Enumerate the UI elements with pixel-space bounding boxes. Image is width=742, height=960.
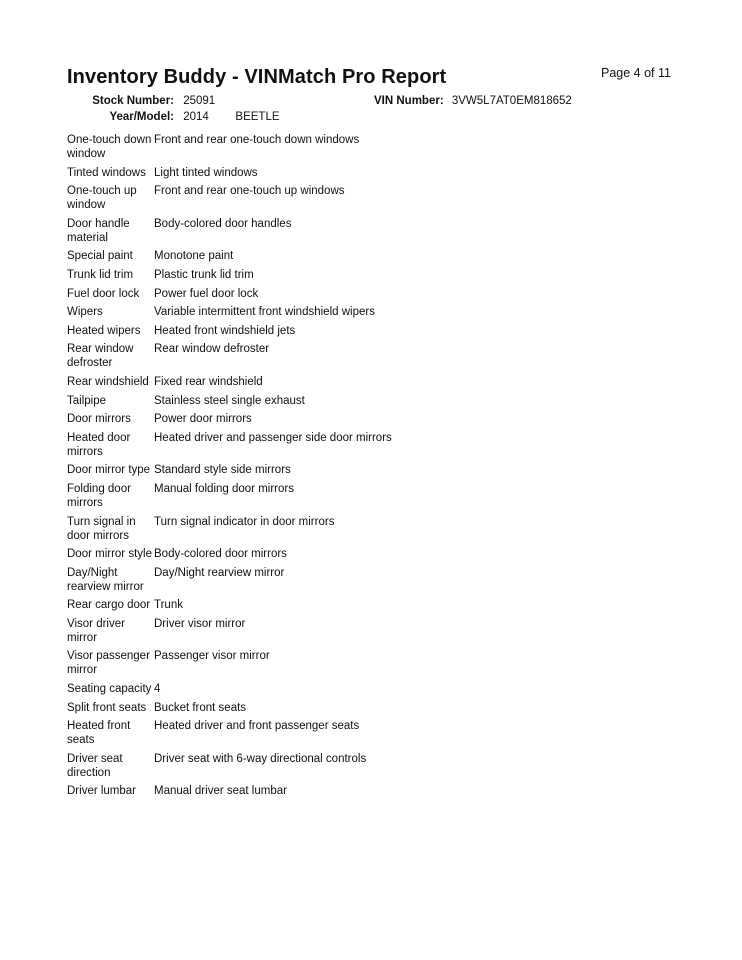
spec-row	[67, 287, 392, 306]
spec-row	[67, 249, 392, 268]
spec-label: Tinted windows	[67, 166, 146, 179]
spec-label: Rear cargo door	[67, 599, 151, 612]
year-model-row	[67, 111, 280, 123]
spec-value: Day/Night rearview mirror	[154, 566, 285, 579]
spec-label: Heated wipers	[67, 324, 141, 337]
spec-value: Front and rear one-touch down windows	[154, 134, 360, 146]
spec-value: Plastic trunk lid trim	[154, 268, 254, 281]
spec-value: Front and rear one-touch up windows	[154, 185, 345, 198]
spec-value: Heated driver and passenger side door mirrors	[154, 431, 392, 444]
spec-value: Stainless steel single exhaust	[154, 394, 305, 407]
spec-row	[67, 463, 392, 482]
spec-label: One-touch down window	[67, 134, 152, 160]
spec-label: Turn signal in door mirrors	[67, 515, 136, 542]
spec-value: Light tinted windows	[154, 166, 258, 179]
spec-row	[67, 394, 392, 413]
spec-label: Door mirrors	[67, 413, 131, 426]
spec-label: Seating capacity	[67, 683, 152, 696]
spec-label: One-touch up window	[67, 185, 137, 212]
spec-value: Standard style side mirrors	[154, 464, 291, 477]
spec-label: Split front seats	[67, 701, 147, 714]
spec-label: Trunk lid trim	[67, 268, 134, 281]
vin-number-label: VIN Number:	[374, 95, 444, 107]
spec-row	[67, 617, 392, 650]
year-value: 2014	[183, 111, 209, 123]
spec-value: Heated driver and front passenger seats	[154, 720, 360, 733]
year-model-label: Year/Model:	[109, 111, 174, 123]
spec-row	[67, 784, 392, 803]
spec-value: Fixed rear windshield	[154, 375, 263, 388]
spec-label: Driver lumbar	[67, 785, 137, 798]
spec-row	[67, 431, 392, 464]
spec-value: Monotone paint	[154, 250, 234, 263]
spec-value: Body-colored door handles	[154, 217, 292, 230]
spec-label: Special paint	[67, 250, 133, 263]
spec-label: Heated front seats	[67, 720, 131, 747]
spec-row	[67, 412, 392, 431]
spec-row	[67, 515, 392, 548]
spec-label: Rear window defroster	[67, 343, 134, 370]
spec-label: Visor driver mirror	[67, 617, 125, 644]
spec-value: Trunk	[154, 599, 183, 612]
spec-row	[67, 701, 392, 720]
spec-value: Variable intermittent front windshield wipers	[154, 306, 375, 319]
spec-value: Bucket front seats	[154, 701, 247, 714]
spec-row	[67, 184, 392, 217]
spec-value: Power fuel door lock	[154, 287, 259, 300]
spec-value: Manual folding door mirrors	[154, 482, 294, 495]
spec-value: Passenger visor mirror	[154, 650, 270, 663]
spec-row	[67, 682, 392, 701]
spec-value: Rear window defroster	[154, 343, 270, 356]
spec-value: Manual driver seat lumbar	[154, 785, 287, 798]
spec-table	[67, 133, 392, 803]
spec-row	[67, 217, 392, 250]
stock-number-value: 25091	[183, 95, 216, 107]
spec-value: Power door mirrors	[154, 413, 252, 426]
spec-label: Fuel door lock	[67, 287, 140, 300]
spec-label: Door handle material	[67, 217, 130, 244]
vin-number-value: 3VW5L7AT0EM818652	[451, 95, 572, 107]
spec-row	[67, 598, 392, 617]
spec-label: Rear windshield	[67, 375, 149, 388]
spec-row	[67, 375, 392, 394]
spec-label: Visor passenger mirror	[67, 650, 150, 677]
spec-row	[67, 547, 392, 566]
spec-value: 4	[154, 683, 161, 696]
spec-value: Body-colored door mirrors	[154, 548, 287, 561]
spec-value: Driver visor mirror	[154, 617, 246, 630]
vin-number-row	[374, 95, 572, 107]
spec-value: Driver seat with 6-way directional controls	[154, 752, 367, 765]
spec-label: Driver seat direction	[67, 752, 123, 779]
spec-row	[67, 324, 392, 343]
spec-row	[67, 752, 392, 785]
spec-row	[67, 482, 392, 515]
spec-label: Tailpipe	[67, 394, 106, 407]
spec-row	[67, 268, 392, 287]
spec-label: Wipers	[67, 306, 103, 319]
report-title: Inventory Buddy - VINMatch Pro Report	[67, 66, 447, 88]
spec-label: Folding door mirrors	[67, 482, 131, 509]
spec-value: Heated front windshield jets	[154, 324, 296, 337]
spec-row	[67, 342, 392, 375]
spec-row	[67, 719, 392, 752]
spec-label: Heated door mirrors	[67, 431, 131, 458]
spec-row	[67, 166, 392, 185]
page-number: Page 4 of 11	[601, 66, 671, 80]
spec-label: Door mirror type	[67, 464, 151, 477]
stock-number-label: Stock Number:	[92, 95, 174, 107]
spec-row	[67, 305, 392, 324]
spec-row	[67, 649, 392, 682]
model-value: BEETLE	[235, 111, 280, 123]
spec-label: Door mirror style	[67, 548, 152, 561]
spec-row	[67, 566, 392, 599]
spec-value: Turn signal indicator in door mirrors	[154, 515, 335, 528]
spec-label: Day/Night rearview mirror	[67, 566, 144, 593]
spec-row	[67, 133, 392, 166]
stock-number-row	[67, 95, 343, 107]
